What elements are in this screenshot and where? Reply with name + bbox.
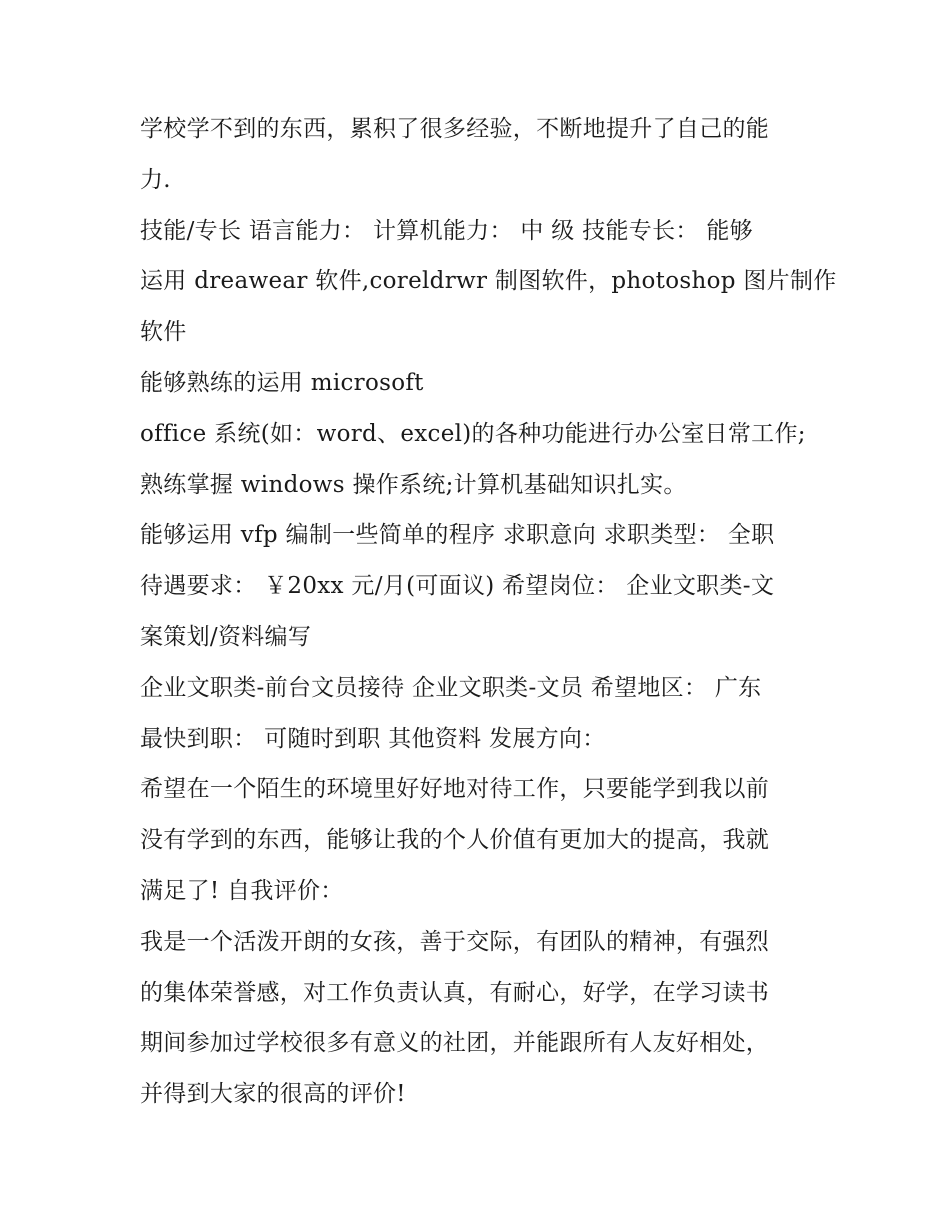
text-line: 企业文职类-前台文员接待 企业文职类-文员 希望地区： 广东 [140,674,762,701]
text-line: 能够熟练的运用 microsoft [140,369,424,396]
text-line: 案策划/资料编写 [140,623,312,650]
text-line: 力. [140,166,171,193]
text-line: 技能/专长 语言能力： 计算机能力： 中 级 技能专长： 能够 [140,217,753,244]
text-line: 并得到大家的很高的评价! [140,1081,406,1108]
text-line: 没有学到的东西，能够让我的个人价值有更加大的提高，我就 [140,827,770,854]
text-line: 学校学不到的东西，累积了很多经验，不断地提升了自己的能 [140,116,770,142]
text-line: 最快到职： 可随时到职 其他资料 发展方向： [140,725,606,752]
text-line: 待遇要求： ￥20xx 元/月(可面议) 希望岗位： 企业文职类-文 [140,573,775,600]
text-line: 期间参加过学校很多有意义的社团，并能跟所有人友好相处， [140,1030,770,1057]
text-line: 能够运用 vfp 编制一些简单的程序 求职意向 求职类型： 全职 [140,522,775,549]
text-line: office 系统(如：word、excel)的各种功能进行办公室日常工作; [140,420,806,447]
document-body [140,104,837,1120]
text-line: 的集体荣誉感，对工作负责认真，有耐心，好学，在学习读书 [140,979,770,1006]
text-line: 我是一个活泼开朗的女孩，善于交际，有团队的精神，有强烈 [140,928,770,955]
text-line: 希望在一个陌生的环境里好好地对待工作，只要能学到我以前 [140,776,770,803]
text-line: 运用 dreawear 软件,coreldrwr 制图软件，photoshop 图片制作 [140,268,837,295]
text-line: 软件 [140,319,187,346]
text-line: 满足了! 自我评价： [140,877,344,904]
text-line: 熟练掌握 windows 操作系统;计算机基础知识扎实。 [140,471,687,498]
